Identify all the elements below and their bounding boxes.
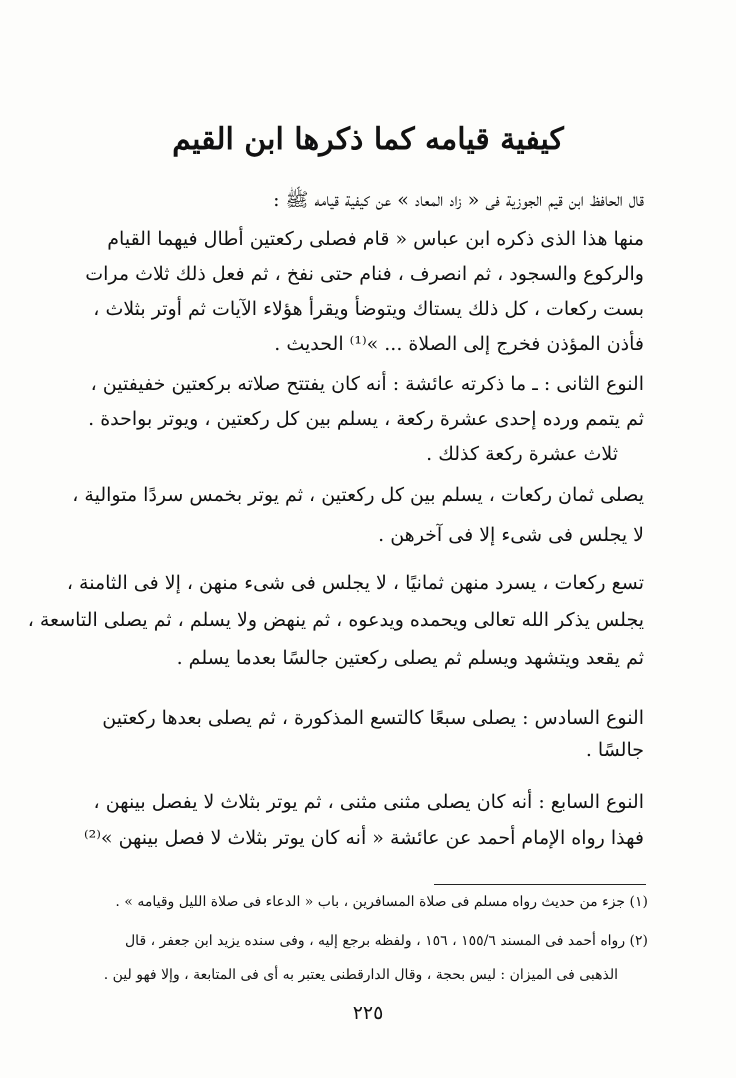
paragraph-line: فأذن المؤذن فخرج إلى الصلاة ... »⁽¹⁾ الحديث . (274, 333, 644, 355)
paragraph-line: ثم يقعد ويتشهد ويسلم ثم يصلى ركعتين جالسًا بعدما يسلم . (176, 647, 644, 669)
footnote-divider (434, 884, 646, 885)
footnote: (١) جزء من حديث رواه مسلم فى صلاة المسافرين ، باب « الدعاء فى صلاة الليل وقيامه » . (115, 894, 648, 910)
paragraph-line: والركوع والسجود ، ثم انصرف ، فنام حتى نفخ ، ثم فعل ذلك ثلاث مرات (85, 263, 644, 285)
footnote: الذهبى فى الميزان : ليس بحجة ، وقال الدارقطنى يعتبر به أى فى المتابعة ، وإلا فهو لين . (103, 967, 618, 983)
paragraph-line: يجلس يذكر الله تعالى ويحمده ويدعوه ، ثم ينهض ولا يسلم ، ثم يصلى التاسعة ، (27, 609, 644, 631)
paragraph-line: النوع السادس : يصلى سبعًا كالتسع المذكورة ، ثم يصلى بعدها ركعتين (102, 707, 644, 729)
paragraph-line: لا يجلس فى شىء إلا فى آخرهن . (378, 524, 644, 546)
paragraph-line: تسع ركعات ، يسرد منهن ثمانيًا ، لا يجلس فى شىء منهن ، إلا فى الثامنة ، (66, 572, 644, 594)
page-number: ٢٢٥ (352, 1002, 384, 1024)
paragraph-line: ثلاث عشرة ركعة كذلك . (426, 443, 618, 465)
footnote: (٢) رواه أحمد فى المسند ١٥٥/٦ ، ١٥٦ ، ولفظه برجع إليه ، وفى سنده يزيد ابن جعفر ، قال (125, 933, 648, 949)
paragraph-line: فهذا رواه الإمام أحمد عن عائشة « أنه كان يوتر بثلاث لا فصل بينهن »⁽²⁾ (83, 827, 644, 849)
paragraph-line: النوع السابع : أنه كان يصلى مثنى مثنى ، ثم يوتر بثلاث لا يفصل بينهن ، (93, 791, 644, 813)
paragraph-line: قال الحافظ ابن قيم الجوزية فى « زاد المعاد » عن كيفية قيامه ﷺ : (273, 189, 644, 211)
paragraph-line: ثم يتمم ورده إحدى عشرة ركعة ، يسلم بين كل ركعتين ، ويوتر بواحدة . (88, 408, 644, 430)
paragraph-line: جالسًا . (585, 739, 644, 761)
paragraph-line: النوع الثانى : ـ ما ذكرته عائشة : أنه كان يفتتح صلاته بركعتين خفيفتين ، (90, 373, 644, 395)
page-title: كيفية قيامه كما ذكرها ابن القيم (172, 122, 564, 157)
paragraph-line: بست ركعات ، كل ذلك يستاك ويتوضأ ويقرأ هؤلاء الآيات ثم أوتر بثلاث ، (93, 298, 644, 320)
paragraph-line: يصلى ثمان ركعات ، يسلم بين كل ركعتين ، ثم يوتر بخمس سردًا متوالية ، (72, 484, 644, 506)
paragraph-line: منها هذا الذى ذكره ابن عباس « قام فصلى ركعتين أطال فيهما القيام (107, 228, 644, 250)
